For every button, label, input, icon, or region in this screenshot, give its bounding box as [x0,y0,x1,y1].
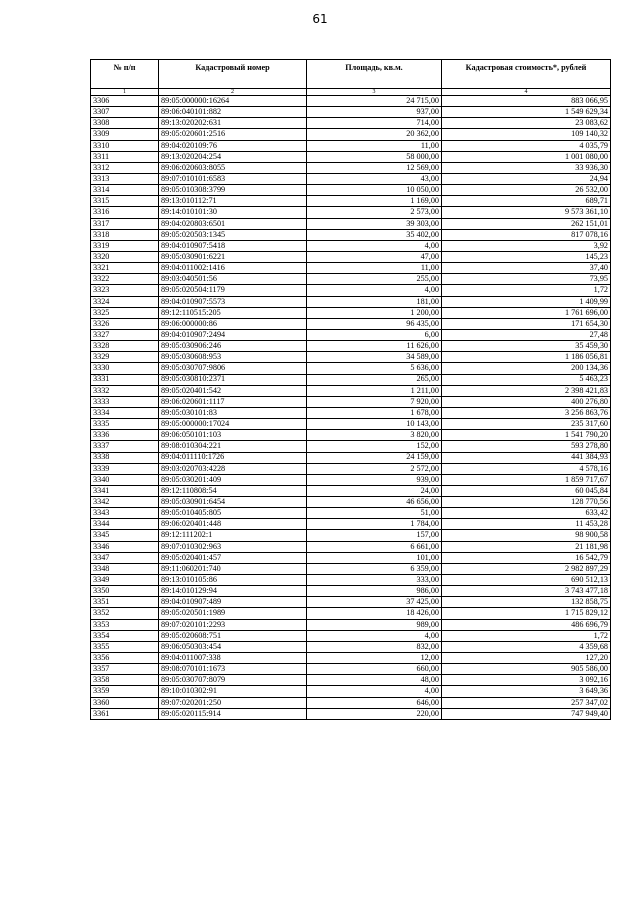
area-value: 989,00 [307,619,442,630]
area-value: 46 656,00 [307,497,442,508]
column-index-row [91,89,611,96]
column-index: 1 [91,89,159,96]
cadastral-number: 89:05:010405:805 [159,508,307,519]
area-value: 6 359,00 [307,563,442,574]
cadastral-value: 593 278,80 [442,441,611,452]
table-row [91,474,611,485]
cadastral-number: 89:05:010308:3799 [159,185,307,196]
row-number: 3361 [91,708,159,719]
page-number: 61 [312,12,328,26]
table-row [91,185,611,196]
row-number: 3348 [91,563,159,574]
cadastral-value: 262 151,01 [442,218,611,229]
cadastral-value: 11 453,28 [442,519,611,530]
table-row [91,129,611,140]
area-value: 4,00 [307,630,442,641]
row-number: 3336 [91,430,159,441]
table-row [91,218,611,229]
row-number: 3319 [91,240,159,251]
row-number: 3347 [91,552,159,563]
table-body [91,96,611,720]
table-row [91,240,611,251]
row-number: 3311 [91,151,159,162]
area-value: 333,00 [307,575,442,586]
table-row [91,452,611,463]
table-row [91,619,611,630]
cadastral-number: 89:13:010112:71 [159,196,307,207]
row-number: 3353 [91,619,159,630]
cadastral-value: 817 078,16 [442,229,611,240]
table-row [91,396,611,407]
area-value: 12,00 [307,653,442,664]
area-value: 96 435,00 [307,318,442,329]
row-number: 3307 [91,107,159,118]
row-number: 3333 [91,396,159,407]
cadastral-number: 89:06:020401:448 [159,519,307,530]
cadastral-number: 89:04:011110:1726 [159,452,307,463]
row-number: 3306 [91,96,159,107]
table-row [91,329,611,340]
row-number: 3327 [91,329,159,340]
area-value: 35 402,00 [307,229,442,240]
header-cadastral-value: Кадастровая стоимость*, рублей [442,60,611,89]
cadastral-value: 128 770,56 [442,497,611,508]
cadastral-value: 35 459,30 [442,341,611,352]
table-row [91,118,611,129]
cadastral-number: 89:12:111202:1 [159,530,307,541]
cadastral-value: 905 586,00 [442,664,611,675]
area-value: 646,00 [307,697,442,708]
cadastral-value: 4 035,79 [442,140,611,151]
cadastral-value: 127,20 [442,653,611,664]
row-number: 3329 [91,352,159,363]
cadastral-value: 3 649,36 [442,686,611,697]
table-row [91,363,611,374]
cadastral-value: 27,48 [442,329,611,340]
cadastral-number: 89:06:000000:86 [159,318,307,329]
cadastral-number: 89:06:050303:454 [159,641,307,652]
table-row [91,630,611,641]
cadastral-number: 89:05:030707:9806 [159,363,307,374]
row-number: 3354 [91,630,159,641]
area-value: 220,00 [307,708,442,719]
area-value: 18 426,00 [307,608,442,619]
row-number: 3359 [91,686,159,697]
cadastral-value: 3 743 477,18 [442,586,611,597]
cadastral-value: 1 186 056,81 [442,352,611,363]
area-value: 24 715,00 [307,96,442,107]
cadastral-number: 89:07:010101:6583 [159,173,307,184]
row-number: 3314 [91,185,159,196]
cadastral-value: 5 463,23 [442,374,611,385]
table-row [91,541,611,552]
cadastral-number: 89:13:020204:254 [159,151,307,162]
area-value: 24 159,00 [307,452,442,463]
table-row [91,441,611,452]
cadastral-number: 89:03:040501:56 [159,274,307,285]
table-row [91,641,611,652]
row-number: 3345 [91,530,159,541]
row-number: 3328 [91,341,159,352]
area-value: 37 425,00 [307,597,442,608]
area-value: 1 211,00 [307,385,442,396]
cadastral-number: 89:13:010105:86 [159,575,307,586]
row-number: 3310 [91,140,159,151]
cadastral-number: 89:05:000000:16264 [159,96,307,107]
area-value: 986,00 [307,586,442,597]
row-number: 3331 [91,374,159,385]
cadastral-number: 89:06:050101:103 [159,430,307,441]
row-number: 3349 [91,575,159,586]
column-index: 4 [442,89,611,96]
row-number: 3322 [91,274,159,285]
area-value: 20 362,00 [307,129,442,140]
cadastral-value: 883 066,95 [442,96,611,107]
row-number: 3352 [91,608,159,619]
table-row [91,497,611,508]
row-number: 3320 [91,251,159,262]
cadastral-value: 441 384,93 [442,452,611,463]
cadastral-value: 633,42 [442,508,611,519]
area-value: 181,00 [307,296,442,307]
cadastral-value: 1 549 629,34 [442,107,611,118]
table-row [91,285,611,296]
row-number: 3335 [91,419,159,430]
area-value: 11,00 [307,140,442,151]
table-row [91,686,611,697]
row-number: 3325 [91,307,159,318]
cadastral-number: 89:07:020101:2293 [159,619,307,630]
area-value: 152,00 [307,441,442,452]
cadastral-value: 3 256 863,76 [442,407,611,418]
cadastral-value: 1,72 [442,285,611,296]
cadastral-value: 4 359,68 [442,641,611,652]
cadastral-number: 89:11:060201:740 [159,563,307,574]
area-value: 1 678,00 [307,407,442,418]
table-row [91,575,611,586]
cadastral-value: 132 858,75 [442,597,611,608]
header-number: № п/п [91,60,159,89]
cadastral-number: 89:07:020201:250 [159,697,307,708]
table-row [91,407,611,418]
row-number: 3346 [91,541,159,552]
table-row [91,352,611,363]
row-number: 3337 [91,441,159,452]
cadastral-number: 89:05:020115:914 [159,708,307,719]
row-number: 3339 [91,463,159,474]
row-number: 3315 [91,196,159,207]
table-row [91,697,611,708]
area-value: 2 572,00 [307,463,442,474]
header-cadastral-number: Кадастровый номер [159,60,307,89]
area-value: 4,00 [307,686,442,697]
cadastral-number: 89:06:040101:882 [159,107,307,118]
table-row [91,229,611,240]
table-row [91,296,611,307]
cadastral-value: 1 859 717,67 [442,474,611,485]
cadastral-value: 73,95 [442,274,611,285]
table-row [91,530,611,541]
cadastral-number: 89:07:010302:963 [159,541,307,552]
row-number: 3312 [91,162,159,173]
table-row [91,675,611,686]
table-row [91,653,611,664]
cadastral-number: 89:08:010304:221 [159,441,307,452]
area-value: 6 661,00 [307,541,442,552]
table-row [91,552,611,563]
row-number: 3332 [91,385,159,396]
cadastral-table [90,59,611,720]
cadastral-number: 89:13:020202:631 [159,118,307,129]
cadastral-value: 3,92 [442,240,611,251]
cadastral-number: 89:14:010101:30 [159,207,307,218]
row-number: 3324 [91,296,159,307]
table-row [91,463,611,474]
area-value: 43,00 [307,173,442,184]
cadastral-value: 16 542,79 [442,552,611,563]
row-number: 3350 [91,586,159,597]
cadastral-number: 89:05:030906:246 [159,341,307,352]
cadastral-value: 235 317,60 [442,419,611,430]
area-value: 2 573,00 [307,207,442,218]
table-row [91,485,611,496]
table-row [91,140,611,151]
area-value: 6,00 [307,329,442,340]
row-number: 3313 [91,173,159,184]
header-area: Площадь, кв.м. [307,60,442,89]
cadastral-value: 747 949,40 [442,708,611,719]
cadastral-value: 200 134,36 [442,363,611,374]
cadastral-number: 89:04:010907:489 [159,597,307,608]
table-row [91,374,611,385]
cadastral-value: 145,23 [442,251,611,262]
area-value: 34 589,00 [307,352,442,363]
area-value: 12 569,00 [307,162,442,173]
area-value: 255,00 [307,274,442,285]
row-number: 3318 [91,229,159,240]
area-value: 10 143,00 [307,419,442,430]
cadastral-value: 486 696,79 [442,619,611,630]
cadastral-number: 89:05:020503:1345 [159,229,307,240]
row-number: 3358 [91,675,159,686]
cadastral-value: 1 715 829,12 [442,608,611,619]
area-value: 39 303,00 [307,218,442,229]
row-number: 3357 [91,664,159,675]
cadastral-number: 89:12:110808:54 [159,485,307,496]
table-header-row [91,60,611,89]
area-value: 1 784,00 [307,519,442,530]
row-number: 3344 [91,519,159,530]
area-value: 3 820,00 [307,430,442,441]
cadastral-value: 3 092,16 [442,675,611,686]
area-value: 714,00 [307,118,442,129]
cadastral-value: 4 578,16 [442,463,611,474]
cadastral-number: 89:04:010907:2494 [159,329,307,340]
cadastral-number: 89:12:110515:205 [159,307,307,318]
area-value: 48,00 [307,675,442,686]
row-number: 3326 [91,318,159,329]
cadastral-number: 89:14:010129:94 [159,586,307,597]
row-number: 3334 [91,407,159,418]
table-row [91,341,611,352]
area-value: 1 200,00 [307,307,442,318]
area-value: 7 920,00 [307,396,442,407]
area-value: 5 636,00 [307,363,442,374]
cadastral-value: 98 900,58 [442,530,611,541]
table-row [91,519,611,530]
row-number: 3341 [91,485,159,496]
cadastral-value: 1,72 [442,630,611,641]
cadastral-value: 60 045,84 [442,485,611,496]
table-row [91,162,611,173]
area-value: 11 626,00 [307,341,442,352]
table-row [91,708,611,719]
table-row [91,196,611,207]
table-row [91,563,611,574]
table-row [91,173,611,184]
row-number: 3340 [91,474,159,485]
cadastral-number: 89:05:030101:83 [159,407,307,418]
cadastral-value: 257 347,02 [442,697,611,708]
cadastral-value: 2 982 897,29 [442,563,611,574]
area-value: 832,00 [307,641,442,652]
area-value: 939,00 [307,474,442,485]
cadastral-number: 89:04:010907:5573 [159,296,307,307]
row-number: 3308 [91,118,159,129]
table-row [91,96,611,107]
cadastral-number: 89:05:020504:1179 [159,285,307,296]
row-number: 3343 [91,508,159,519]
area-value: 58 000,00 [307,151,442,162]
row-number: 3356 [91,653,159,664]
area-value: 10 050,00 [307,185,442,196]
row-number: 3321 [91,263,159,274]
area-value: 660,00 [307,664,442,675]
area-value: 51,00 [307,508,442,519]
area-value: 1 169,00 [307,196,442,207]
cadastral-value: 33 936,30 [442,162,611,173]
table-row [91,318,611,329]
cadastral-value: 21 181,98 [442,541,611,552]
cadastral-number: 89:04:020109:76 [159,140,307,151]
cadastral-number: 89:08:070101:1673 [159,664,307,675]
cadastral-value: 1 761 696,00 [442,307,611,318]
cadastral-number: 89:05:020401:457 [159,552,307,563]
column-index: 2 [159,89,307,96]
row-number: 3317 [91,218,159,229]
area-value: 101,00 [307,552,442,563]
row-number: 3316 [91,207,159,218]
cadastral-value: 690 512,13 [442,575,611,586]
area-value: 4,00 [307,240,442,251]
cadastral-number: 89:05:030608:953 [159,352,307,363]
table-row [91,385,611,396]
cadastral-number: 89:04:011007:338 [159,653,307,664]
column-index: 3 [307,89,442,96]
table-row [91,207,611,218]
row-number: 3323 [91,285,159,296]
cadastral-value: 1 409,99 [442,296,611,307]
cadastral-value: 171 654,30 [442,318,611,329]
cadastral-number: 89:05:020401:542 [159,385,307,396]
area-value: 157,00 [307,530,442,541]
table-row [91,151,611,162]
table-row [91,586,611,597]
cadastral-number: 89:03:020703:4228 [159,463,307,474]
cadastral-value: 1 001 080,00 [442,151,611,162]
cadastral-number: 89:05:030901:6454 [159,497,307,508]
cadastral-value: 689,71 [442,196,611,207]
cadastral-number: 89:05:020501:1989 [159,608,307,619]
table-row [91,508,611,519]
area-value: 47,00 [307,251,442,262]
cadastral-number: 89:04:020803:6501 [159,218,307,229]
cadastral-number: 89:10:010302:91 [159,686,307,697]
cadastral-value: 37,40 [442,263,611,274]
cadastral-number: 89:04:011002:1416 [159,263,307,274]
cadastral-number: 89:05:030201:409 [159,474,307,485]
cadastral-number: 89:05:000000:17024 [159,419,307,430]
row-number: 3309 [91,129,159,140]
cadastral-number: 89:04:010907:5418 [159,240,307,251]
cadastral-number: 89:05:030901:6221 [159,251,307,262]
row-number: 3351 [91,597,159,608]
cadastral-value: 2 398 421,83 [442,385,611,396]
table-row [91,419,611,430]
cadastral-value: 23 083,62 [442,118,611,129]
table-row [91,274,611,285]
cadastral-value: 26 532,00 [442,185,611,196]
cadastral-value: 24,94 [442,173,611,184]
row-number: 3360 [91,697,159,708]
cadastral-value: 109 140,32 [442,129,611,140]
cadastral-value: 9 573 361,10 [442,207,611,218]
area-value: 4,00 [307,285,442,296]
table-row [91,608,611,619]
table-row [91,430,611,441]
table-row [91,307,611,318]
table-row [91,251,611,262]
table-row [91,107,611,118]
cadastral-value: 400 276,80 [442,396,611,407]
cadastral-number: 89:06:020603:8055 [159,162,307,173]
area-value: 11,00 [307,263,442,274]
row-number: 3355 [91,641,159,652]
cadastral-number: 89:05:030810:2371 [159,374,307,385]
table-row [91,263,611,274]
row-number: 3342 [91,497,159,508]
table-row [91,597,611,608]
row-number: 3338 [91,452,159,463]
table-row [91,664,611,675]
cadastral-value: 1 541 790,20 [442,430,611,441]
cadastral-number: 89:05:020601:2516 [159,129,307,140]
cadastral-number: 89:06:020601:1117 [159,396,307,407]
cadastral-number: 89:05:020608:751 [159,630,307,641]
area-value: 24,00 [307,485,442,496]
row-number: 3330 [91,363,159,374]
area-value: 265,00 [307,374,442,385]
cadastral-number: 89:05:030707:8079 [159,675,307,686]
area-value: 937,00 [307,107,442,118]
